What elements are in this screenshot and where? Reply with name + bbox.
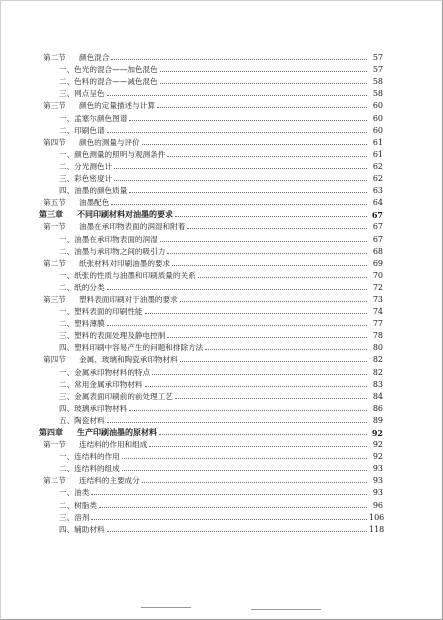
toc-page-number: 93 [372, 488, 383, 498]
toc-item-title: 二、常用金属承印物材料 [59, 379, 143, 389]
footer-rule-right [251, 609, 321, 610]
toc-item-row [39, 111, 383, 123]
toc-chapter-title: 不同印刷材料对油墨的要求 [77, 210, 173, 220]
dot-leader [180, 301, 367, 302]
toc-page-number: 63 [372, 186, 383, 196]
toc-item-title: 二、连结料的组成 [59, 464, 120, 474]
toc-page-number: 106 [369, 512, 385, 522]
toc-item-row [39, 245, 383, 257]
dot-leader [107, 132, 367, 133]
toc-item-row [39, 462, 383, 474]
toc-page-number: 60 [372, 125, 383, 135]
dot-leader [167, 337, 367, 338]
toc-chapter-row [39, 208, 383, 220]
toc-chapter-number: 第四章 [39, 428, 63, 437]
toc-section-row [39, 51, 383, 63]
toc-section-row [39, 257, 383, 269]
toc-page-number: 57 [372, 53, 383, 63]
toc-item-row [39, 365, 383, 377]
dot-leader [167, 253, 367, 254]
toc-page-number: 86 [372, 403, 383, 413]
toc-page-number: 78 [372, 331, 383, 341]
dot-leader [145, 386, 367, 387]
dot-leader [107, 95, 367, 96]
dot-leader [152, 374, 367, 375]
toc-page-number: 58 [372, 89, 383, 99]
toc-section-title: 连结料的主要成分 [79, 476, 140, 486]
toc-section-title: 颜色的定量描述与计算 [79, 101, 155, 111]
toc-page-number: 83 [372, 379, 383, 389]
dot-leader [167, 156, 367, 157]
toc-page-number: 82 [372, 367, 383, 377]
toc-item-title: 一、金属承印物材料的特点 [59, 367, 151, 377]
toc-item-title: 一、孟塞尔颜色图谱 [59, 113, 128, 123]
toc-item-row [39, 232, 383, 244]
toc-section-title: 金属、玻璃和陶瓷承印物材料 [79, 355, 178, 365]
dot-leader [122, 470, 367, 471]
dot-leader [91, 519, 367, 520]
toc-section-number: 第一节 [43, 222, 66, 232]
toc-section-row [39, 438, 383, 450]
toc-item-row [39, 87, 383, 99]
toc-page-number: 69 [372, 258, 383, 268]
toc-page-number: 60 [372, 101, 383, 111]
dot-leader [107, 289, 367, 290]
toc-item-title: 三、溶剂 [59, 512, 90, 522]
toc-item-title: 一、塑料表面的印刷性能 [59, 307, 143, 317]
dot-leader [107, 531, 367, 532]
toc-item-row [39, 414, 383, 426]
dot-leader [159, 434, 367, 435]
toc-page-number: 62 [372, 174, 383, 184]
toc-section-row [39, 136, 383, 148]
toc-page-number: 64 [372, 198, 383, 208]
dot-leader [129, 192, 367, 193]
toc-section-title: 纸张材料对印刷油墨的要求 [79, 258, 171, 268]
dot-leader [172, 265, 367, 266]
toc-page-number: 89 [372, 415, 383, 425]
toc-chapter-row [39, 426, 383, 438]
toc-item-title: 二、纸的分类 [59, 282, 105, 292]
dot-leader [122, 458, 367, 459]
dot-leader [157, 107, 367, 108]
dot-leader [114, 180, 367, 181]
toc-item-title: 二、塑料薄膜 [59, 319, 105, 329]
toc-page-number: 67 [372, 222, 383, 232]
toc-section-number: 第三节 [43, 101, 66, 111]
toc-item-title: 四、塑料印刷中容易产生的问题和排除方法 [59, 343, 204, 353]
toc-item-row [39, 172, 383, 184]
toc-item-row [39, 498, 383, 510]
toc-page-number: 77 [372, 319, 383, 329]
toc-item-title: 四、辅助材料 [59, 524, 105, 534]
dot-leader [91, 494, 367, 495]
toc-section-title: 油墨配色 [79, 198, 110, 208]
dot-leader [111, 59, 367, 60]
toc-item-title: 一、颜色测量的照明与观测条件 [59, 149, 166, 159]
toc-section-row [39, 196, 383, 208]
toc-item-row [39, 329, 383, 341]
toc-page-number: 62 [372, 161, 383, 171]
dot-leader [129, 410, 367, 411]
toc-page-number: 58 [372, 77, 383, 87]
dot-leader [107, 422, 367, 423]
toc-page-number: 93 [372, 464, 383, 474]
dot-leader [142, 144, 367, 145]
toc-item-title: 三、塑料的表面处理及静电控制 [59, 331, 166, 341]
toc-section-title: 连结料的作用和组成 [79, 440, 148, 450]
toc-page-number: 61 [372, 137, 383, 147]
toc-section-title: 油墨在承印物表面的润湿和附着 [79, 222, 186, 232]
toc-section-number: 第四节 [43, 137, 66, 147]
toc-section-number: 第二节 [43, 476, 66, 486]
dot-leader [114, 168, 367, 169]
toc-section-number: 第五节 [43, 198, 66, 208]
toc-item-title: 二、油墨与承印物之间的吸引力 [59, 246, 166, 256]
dot-leader [129, 120, 367, 121]
dot-leader [111, 204, 367, 205]
toc-item-title: 四、玻璃承印物材料 [59, 403, 128, 413]
toc-page-number: 82 [372, 355, 383, 365]
toc-page-number: 96 [372, 500, 383, 510]
toc-item-row [39, 378, 383, 390]
toc-item-row [39, 341, 383, 353]
toc-item-row [39, 450, 383, 462]
toc-page-number: 92 [372, 452, 383, 462]
toc-item-title: 一、连结料的作用 [59, 452, 120, 462]
toc-page-number: 80 [372, 343, 383, 353]
dot-leader [145, 313, 367, 314]
toc-item-title: 二、色料的混合——减色混色 [59, 77, 158, 87]
toc-page-number: 92 [372, 440, 383, 450]
toc-page-number: 68 [372, 246, 383, 256]
toc-section-row [39, 220, 383, 232]
toc-section-number: 第二节 [43, 258, 66, 268]
toc-page-number: 67 [371, 210, 383, 221]
toc-item-row [39, 160, 383, 172]
toc-section-number: 第三节 [43, 294, 66, 304]
toc-item-title: 二、分光测色计 [59, 161, 113, 171]
toc-section-title: 颜色混合 [79, 53, 110, 63]
toc-section-row [39, 353, 383, 365]
toc-item-row [39, 511, 383, 523]
toc-item-title: 一、纸张的性质与油墨和印刷质量的关系 [59, 270, 196, 280]
dot-leader [149, 446, 367, 447]
dot-leader [187, 228, 367, 229]
toc-item-row [39, 148, 383, 160]
toc-item-title: 一、色光的混合——加色混色 [59, 65, 158, 75]
toc-page-number: 70 [372, 270, 383, 280]
toc-item-row [39, 281, 383, 293]
toc-page-number: 57 [372, 65, 383, 75]
dot-leader [205, 349, 367, 350]
toc-item-title: 二、印刷色谱 [59, 125, 105, 135]
dot-leader [160, 71, 367, 72]
dot-leader [160, 83, 367, 84]
dot-leader [180, 361, 367, 362]
toc-item-row [39, 390, 383, 402]
toc-item-title: 一、油类 [59, 488, 90, 498]
toc-item-title: 三、金属表面印刷前的前处理工艺 [59, 391, 173, 401]
toc-page-number: 73 [372, 294, 383, 304]
dot-leader [160, 241, 367, 242]
toc-page-number: 67 [372, 234, 383, 244]
toc-section-row [39, 474, 383, 486]
toc-page-number: 74 [372, 307, 383, 317]
toc-item-row [39, 75, 383, 87]
toc-section-title: 颜色的测量与评价 [79, 137, 140, 147]
toc-page-number: 118 [369, 524, 385, 534]
toc-item-title: 三、网点呈色 [59, 89, 105, 99]
toc-section-row [39, 99, 383, 111]
toc-item-row [39, 305, 383, 317]
toc-item-title: 四、油墨的颜色质量 [59, 186, 128, 196]
toc-page-number: 93 [372, 476, 383, 486]
dot-leader [175, 216, 367, 217]
toc-chapter-title: 生产印刷油墨的原材料 [77, 428, 157, 437]
toc-section-number: 第二节 [43, 53, 66, 63]
toc-item-title: 三、彩色密度计 [59, 174, 113, 184]
toc-item-row [39, 124, 383, 136]
footer-rule-left [141, 607, 191, 608]
dot-leader [142, 482, 367, 483]
toc-item-title: 一、油墨在承印物表面的润湿 [59, 234, 158, 244]
toc-item-row [39, 63, 383, 75]
toc-section-number: 第一节 [43, 440, 66, 450]
toc-item-title: 五、陶瓷材料 [59, 415, 105, 425]
dot-leader [107, 325, 367, 326]
toc-section-title: 塑料表面印刷对于油墨的要求 [79, 294, 178, 304]
dot-leader [175, 398, 367, 399]
toc-page-number: 60 [372, 113, 383, 123]
toc-page-number: 61 [372, 149, 383, 159]
toc-item-row [39, 486, 383, 498]
toc-item-row [39, 269, 383, 281]
toc-page-number: 92 [371, 428, 383, 438]
toc-item-title: 二、树脂类 [59, 500, 97, 510]
dot-leader [99, 507, 367, 508]
toc-chapter-number: 第三章 [39, 210, 63, 220]
toc-item-row [39, 317, 383, 329]
toc-item-row [39, 184, 383, 196]
toc-item-row [39, 523, 383, 535]
toc-section-row [39, 293, 383, 305]
toc-page-number: 72 [372, 282, 383, 292]
toc-page-number: 84 [372, 391, 383, 401]
toc-item-row [39, 402, 383, 414]
table-of-contents [39, 51, 383, 535]
toc-section-number: 第四节 [43, 355, 66, 365]
dot-leader [198, 277, 367, 278]
